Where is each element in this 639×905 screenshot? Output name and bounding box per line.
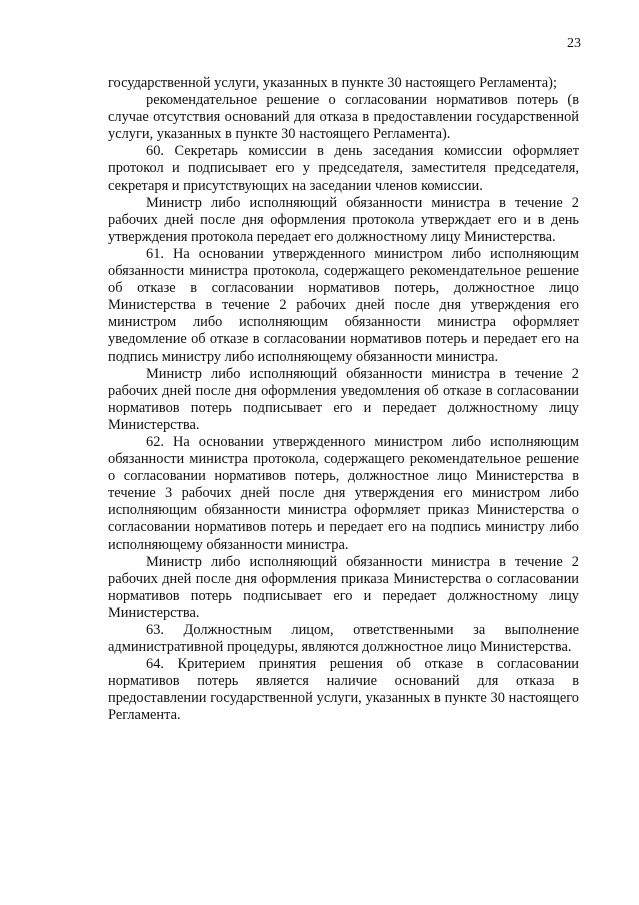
paragraph-61: 61. На основании утвержденного министром либо исполняющим обязанности министра протокола, содержащего рекомендательное решение об отказе в согласовании нормативов потерь, должностное лицо Министерства в течение 2 рабочих дней после дня утверждения его министром либо исполняющим обязанности министра оформляет уведомление об отказе в согласовании нормативов потерь и передает его на подпись министру либо исполняющему обязанности министра. (108, 245, 579, 365)
paragraph-60: 60. Секретарь комиссии в день заседания комиссии оформляет протокол и подписывает его у председателя, заместителя председателя, секретаря и присутствующих на заседании членов комиссии. (108, 143, 579, 194)
paragraph-63: 63. Должностным лицом, ответственными за выполнение административной процедуры, являются должностное лицо Министерства. (108, 622, 579, 656)
page-number: 23 (567, 36, 581, 51)
paragraph-62: 62. На основании утвержденного министром либо исполняющим обязанности министра протокола, содержащего рекомендательное решение о согласовании нормативов потерь, должностное лицо Министерства в течение 3 рабочих дней после дня утверждения его министром либо исполняющим обязанности министра оформляет приказ Министерства о согласовании нормативов потерь и передает его на подпись министру либо исполняющему обязанности министра. (108, 433, 579, 553)
paragraph-recommendation: рекомендательное решение о согласовании нормативов потерь (в случае отсутствия оснований для отказа в предоставлении государственной услуги, указанных в пункте 30 настоящего Регламента). (108, 92, 579, 143)
paragraph-62-signing: Министр либо исполняющий обязанности министра в течение 2 рабочих дней после дня оформления приказа Министерства о согласовании нормативов потерь подписывает его и передает должностному лицу Министерства. (108, 553, 579, 621)
document-body (108, 75, 579, 725)
paragraph-60-approval: Министр либо исполняющий обязанности министра в течение 2 рабочих дней после дня оформления протокола утверждает его и в день утверждения протокола передает его должностному лицу Министерства. (108, 194, 579, 245)
paragraph-61-signing: Министр либо исполняющий обязанности министра в течение 2 рабочих дней после дня оформления уведомления об отказе в согласовании нормативов потерь подписывает его и передает должностному лицу Министерства. (108, 365, 579, 433)
paragraph-continuation: государственной услуги, указанных в пункте 30 настоящего Регламента); (108, 75, 557, 91)
paragraph-64: 64. Критерием принятия решения об отказе в согласовании нормативов потерь является наличие оснований для отказа в предоставлении государственной услуги, указанных в пункте 30 настоящего Регламента. (108, 656, 579, 724)
